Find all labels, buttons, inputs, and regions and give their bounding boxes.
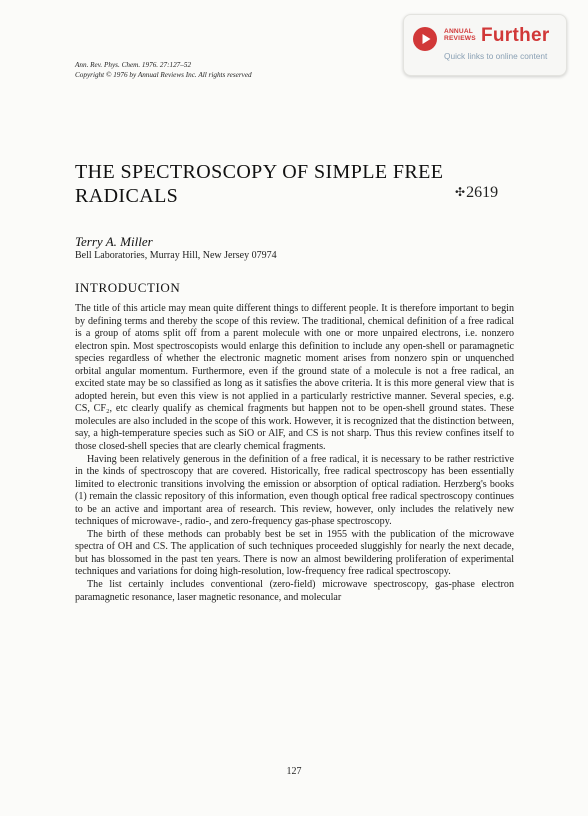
journal-citation	[75, 60, 252, 80]
reference-number	[455, 184, 498, 202]
ref-number-value: 2619	[466, 184, 499, 201]
badge-subtitle[interactable]: Quick links to online content	[444, 51, 548, 61]
paragraph-1: The title of this article may mean quite different things to different people. It is therefore important to begin by defining terms and thereby the scope of this review. The traditional, chemical definition of a free radical is a group of atoms split off from a parent molecule with one or more unpaired electrons, i.e. nonzero electron spin. Most spectroscopists would enlarge this definition to include any open-shell or paramagnetic species regardless of whether the electronic magnetic moment arises from nonzero spin or unquenched orbital angular momentum. Furthermore, even if the ground state of a molecule is not a free radical, an excited state may be so classified as long as it satisfies the above criteria. It is this more general view that is adopted herein, but even this view is not applied in a particularly restrictive manner. Several species, e.g. CS, CF₂, etc clearly qualify as chemical fragments but happen not to be open-shell ground states. These molecules are also included in the scope of this work. However, it is recognized that the distinction between, say, a high-temperature species such as SiO or AlF, and CS is not sharp. Thus this review confines itself to those closed-shell species that are clearly chemical fragments.	[75, 303, 514, 453]
section-heading: INTRODUCTION	[75, 280, 181, 295]
title-line-1: THE SPECTROSCOPY OF SIMPLE FREE	[75, 161, 444, 183]
paragraph-2: Having been relatively generous in the definition of a free radical, it is necessary to be rather restrictive in the kinds of spectroscopy that are covered. Historically, free radical spectroscopy has been essentially limited to electronic transitions involving the emission or absorption of optical radiation. Herzberg's books (1) remain the classic repository of this information, even though optical free radical spectroscopy continues to be an active and important area of research. This review, however, only includes the relatively new techniques of microwave-, radio-, and zero-frequency gas-phase spectroscopy.	[75, 453, 514, 528]
article-body	[75, 303, 514, 604]
badge-further-label: Further	[481, 25, 550, 46]
citation-line-2: Copyright © 1976 by Annual Reviews Inc. All rights reserved	[75, 71, 252, 79]
author-affiliation: Bell Laboratories, Murray Hill, New Jersey 07974	[75, 250, 277, 261]
author-name: Terry A. Miller	[75, 234, 153, 249]
page-number: 127	[286, 766, 302, 777]
badge-annual-reviews-label: ANNUAL REVIEWS	[444, 28, 476, 43]
ref-mark-icon: ✣	[455, 185, 466, 199]
article-title	[75, 160, 443, 208]
paragraph-3: The birth of these methods can probably best be set in 1955 with the publication of the microwave spectra of OH and CS. The application of such techniques proceeded sluggishly for nearly the next decade, but has blossomed in the past ten years. There is now an almost bewildering proliferation of experimental techniques and variations for doing high-resolution, low-frequency free radical spectroscopy.	[75, 528, 514, 578]
annual-reviews-further-badge[interactable]	[403, 14, 567, 76]
title-line-2: RADICALS	[75, 185, 179, 207]
citation-line-1: Ann. Rev. Phys. Chem. 1976. 27:127–52	[75, 61, 192, 69]
paragraph-4: The list certainly includes conventional (zero-field) microwave spectroscopy, gas-phase electron paramagnetic resonance, laser magnetic resonance, and molecular	[75, 579, 514, 603]
play-triangle-icon	[413, 27, 437, 51]
